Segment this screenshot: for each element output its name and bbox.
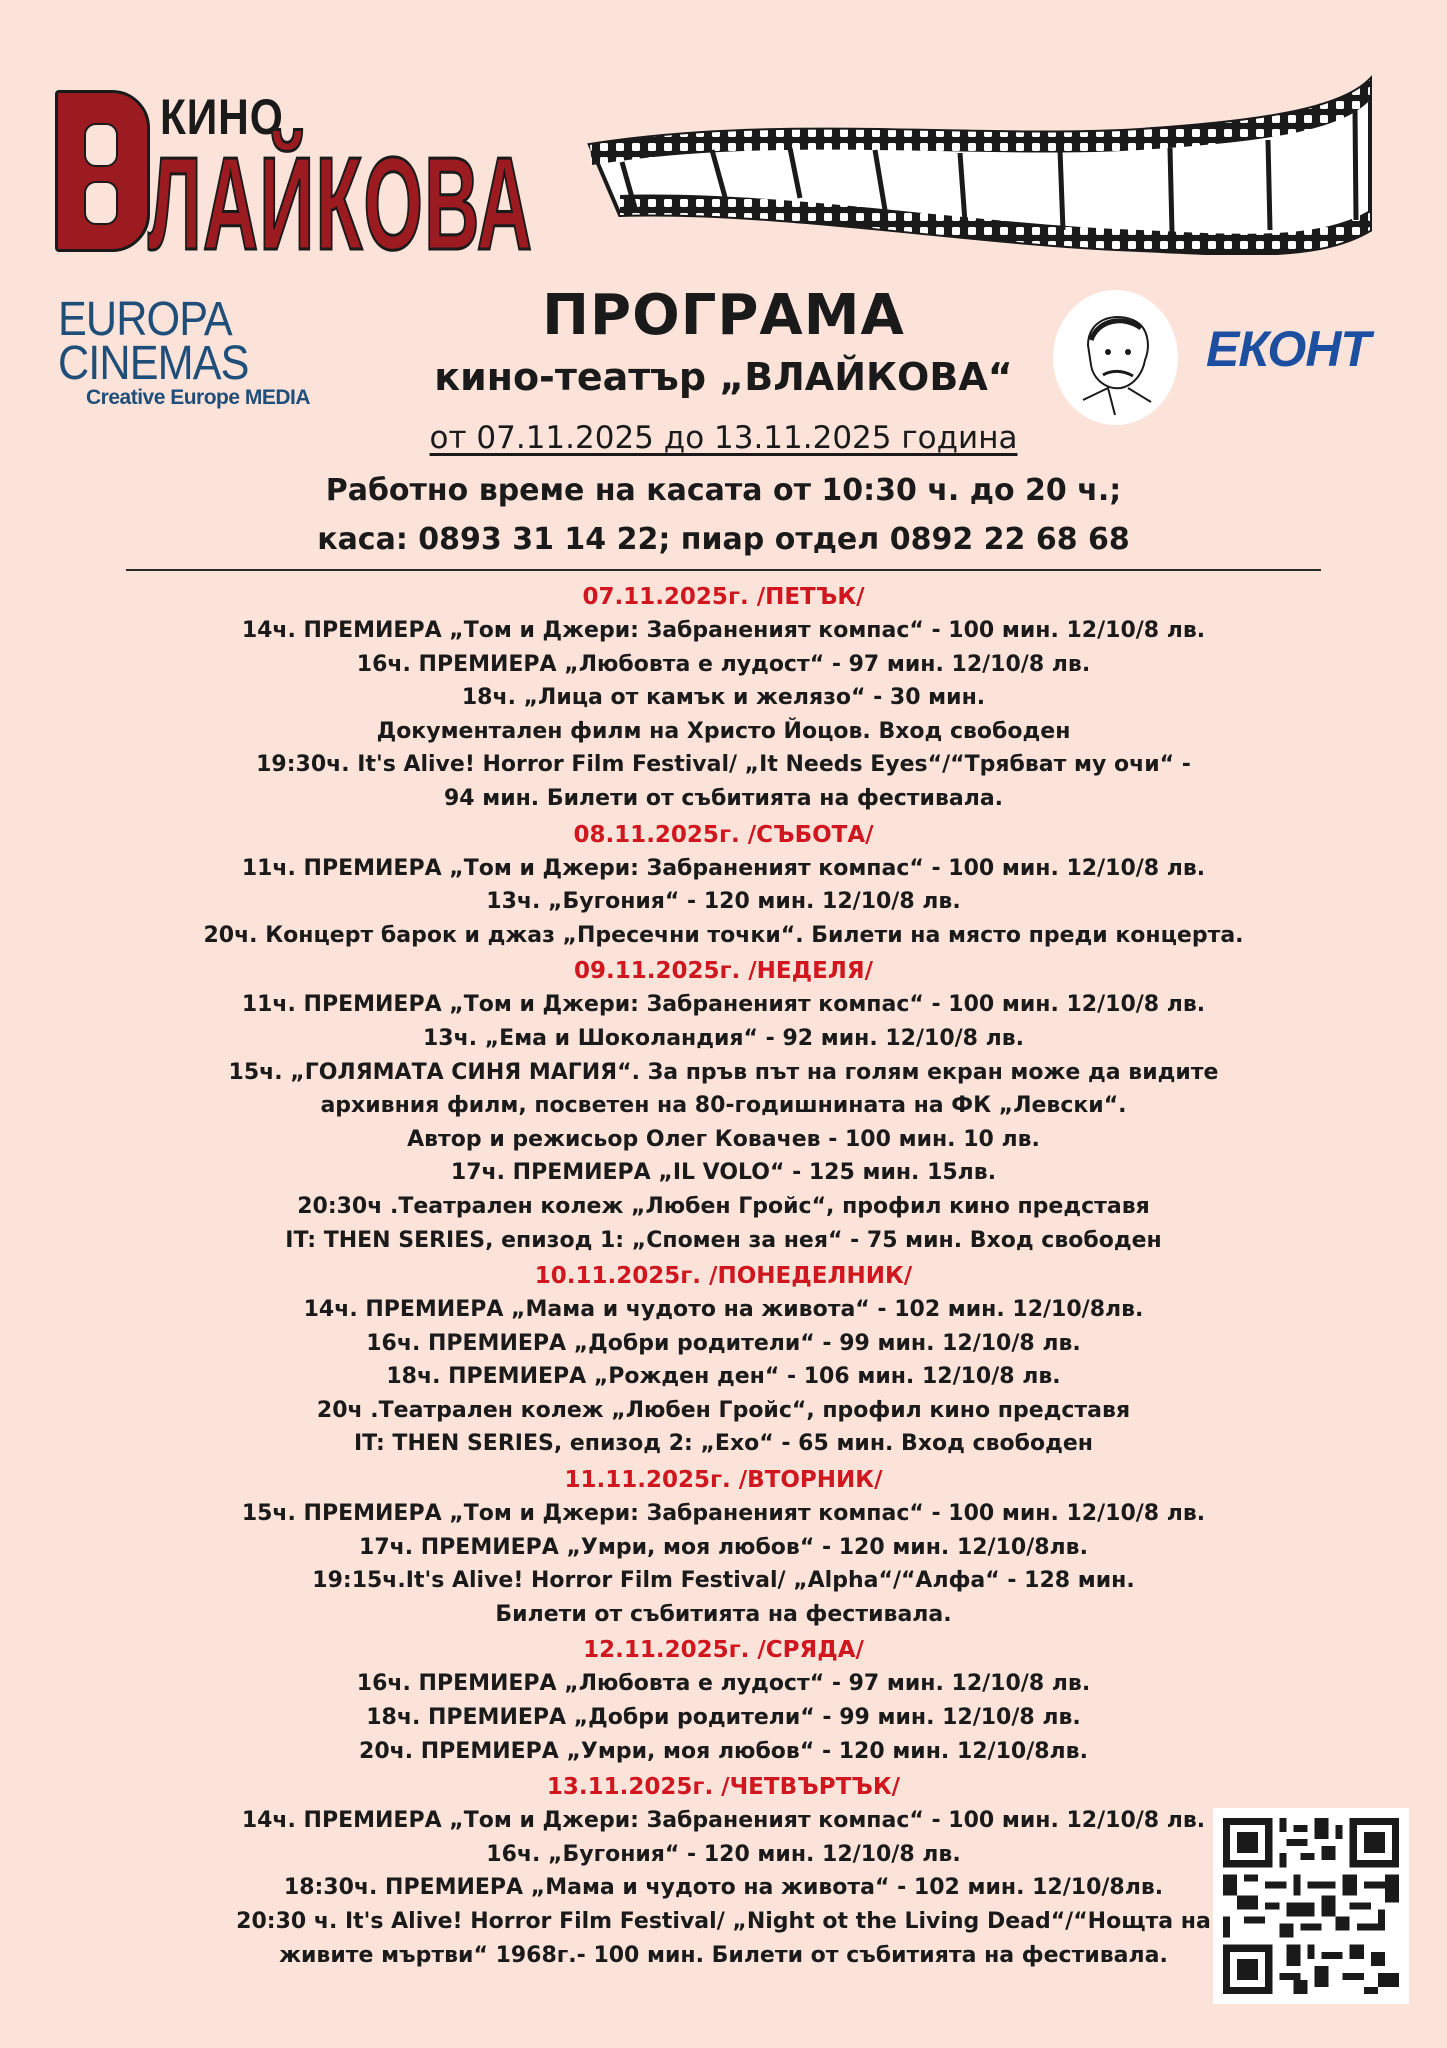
screening-line: Автор и режисьор Олег Ковачев - 100 мин. 10 лв. [407, 1126, 1040, 1152]
screening-line: IT: THEN SERIES, епизод 1: „Спомен за нея“ - 75 мин. Вход свободен [285, 1227, 1162, 1253]
screening-line: 15ч. ПРЕМИЕРА „Том и Джери: Забраненият компас“ - 100 мин. 12/10/8 лв. [241, 1501, 1206, 1527]
day-title: 13.11.2025г. /ЧЕТВЪРТЪК/ [546, 1774, 901, 1801]
screening-line: 20:30 ч. It's Alive! Horror Film Festival/ „Night ot the Living Dead“/“Нощта на [236, 1909, 1211, 1934]
logo-hole-top [84, 123, 118, 167]
screening-line: 11ч. ПРЕМИЕРА „Том и Джери: Забраненият компас“ - 100 мин. 12/10/8 лв. [241, 855, 1206, 881]
day-title: 08.11.2025г. /СЪБОТА/ [573, 821, 874, 848]
contact-phones: каса: 0893 31 14 22; пиар отдел 0892 22 68 68 [317, 522, 1130, 557]
screening-line: 14ч. ПРЕМИЕРА „Том и Джери: Забраненият компас“ - 100 мин. 12/10/8 лв. [241, 1808, 1206, 1834]
screening-line: 17ч. ПРЕМИЕРА „IL VOLO“ - 125 мин. 15лв. [450, 1160, 997, 1186]
screening-line: 94 мин. Билети от събитията на фестивала. [443, 785, 1004, 811]
screening-line: 20ч. ПРЕМИЕРА „Умри, моя любов“ - 120 мин. 12/10/8лв. [359, 1738, 1088, 1764]
screening-line: 19:15ч.It's Alive! Horror Film Festival/ „Alpha“/“Алфа“ - 128 мин. [312, 1568, 1135, 1594]
day-title: 10.11.2025г. /ПОНЕДЕЛНИК/ [534, 1263, 913, 1290]
econt-logo: ЕКОНТ [1206, 321, 1370, 377]
screening-line: 11ч. ПРЕМИЕРА „Том и Джери: Забраненият компас“ - 100 мин. 12/10/8 лв. [241, 992, 1206, 1018]
logo-name-text: ЛАЙКОВА [148, 130, 534, 277]
screening-line: 20ч. Концерт барок и джаз „Пресечни точки“. Билети на място преди концерта. [203, 922, 1244, 948]
screening-line: 13ч. „Бугония“ - 120 мин. 12/10/8 лв. [486, 889, 961, 915]
day-block [0, 1633, 1447, 1768]
screening-line: архивния филм, посветен на 80-годишнината на ФК „Левски“. [320, 1093, 1127, 1119]
header-divider [126, 569, 1321, 571]
screening-line: 19:30ч. It's Alive! Horror Film Festival/ „It Needs Eyes“/“Трябват му очи“ - [256, 752, 1191, 778]
screening-line: IT: THEN SERIES, епизод 2: „Ехо“ - 65 мин. Вход свободен [353, 1431, 1093, 1457]
screening-line: 16ч. ПРЕМИЕРА „Добри родители“ - 99 мин. 12/10/8 лв. [366, 1330, 1081, 1356]
qr-code[interactable] [1213, 1808, 1409, 2004]
screening-line: 16ч. ПРЕМИЕРА „Любовта е лудост“ - 97 мин. 12/10/8 лв. [356, 651, 1091, 677]
screening-line: 18:30ч. ПРЕМИЕРА „Мама и чудото на живота“ - 102 мин. 12/10/8лв. [283, 1875, 1164, 1901]
program-schedule [0, 578, 1447, 1972]
filmstrip-icon [580, 70, 1380, 255]
day-block [0, 818, 1447, 953]
date-range: от 07.11.2025 до 13.11.2025 година [429, 420, 1018, 456]
screening-line: 17ч. ПРЕМИЕРА „Умри, моя любов“ - 120 мин. 12/10/8лв. [359, 1534, 1088, 1560]
day-title: 09.11.2025г. /НЕДЕЛЯ/ [573, 958, 874, 985]
logo-letter-v [55, 90, 150, 252]
logo-hole-bottom [84, 181, 118, 225]
europa-cinemas-logo: EUROPA CINEMAS Creative Europe MEDIA [58, 293, 311, 409]
screening-line: 13ч. „Ема и Шоколандия“ - 92 мин. 12/10/8 лв. [422, 1025, 1025, 1051]
screening-line: 18ч. „Лица от камък и желязо“ - 30 мин. [461, 685, 986, 711]
screening-line: 20:30ч .Театрален колеж „Любен Гройс“, профил кино представя [297, 1193, 1150, 1219]
screening-line: 15ч. „ГОЛЯМАТА СИНЯ МАГИЯ“. За пръв път на голям екран може да видите [228, 1059, 1219, 1085]
day-block [0, 580, 1447, 816]
day-block [0, 1463, 1447, 1631]
screening-line: живите мъртви“ 1968г.- 100 мин. Билети от събитията на фестивала. [279, 1942, 1168, 1968]
day-block [0, 1259, 1447, 1461]
day-title: 11.11.2025г. /ВТОРНИК/ [564, 1467, 883, 1494]
screening-line: Документален филм на Христо Йоцов. Вход свободен [376, 718, 1071, 744]
logo-kino-text: КИНО [160, 89, 284, 145]
screening-line: 16ч. ПРЕМИЕРА „Любовта е лудост“ - 97 мин. 12/10/8 лв. [356, 1671, 1091, 1697]
screening-line: 20ч .Театрален колеж „Любен Гройс“, профил кино представя [316, 1397, 1131, 1423]
qr-code-icon [1223, 1818, 1399, 1994]
page-subtitle: кино-театър „ВЛАЙКОВА“ [434, 355, 1013, 399]
box-office-hours: Работно време на касата от 10:30 ч. до 20 ч.; [325, 473, 1122, 508]
day-title: 12.11.2025г. /СРЯДА/ [583, 1637, 864, 1664]
screening-line: 18ч. ПРЕМИЕРА „Рожден ден“ - 106 мин. 12/10/8 лв. [386, 1364, 1061, 1390]
day-title: 07.11.2025г. /ПЕТЪК/ [582, 584, 865, 610]
screening-line: 18ч. ПРЕМИЕРА „Добри родители“ - 99 мин. 12/10/8 лв. [366, 1705, 1081, 1731]
screening-line: 16ч. „Бугония“ - 120 мин. 12/10/8 лв. [486, 1841, 961, 1867]
page-title: ПРОГРАМА [542, 283, 905, 348]
screening-line: Билети от събитията на фестивала. [495, 1601, 952, 1627]
day-block [0, 954, 1447, 1257]
screening-line: 14ч. ПРЕМИЕРА „Том и Джери: Забраненият компас“ - 100 мин. 12/10/8 лв. [241, 618, 1206, 643]
screening-line: 14ч. ПРЕМИЕРА „Мама и чудото на живота“ - 102 мин. 12/10/8лв. [303, 1297, 1144, 1323]
